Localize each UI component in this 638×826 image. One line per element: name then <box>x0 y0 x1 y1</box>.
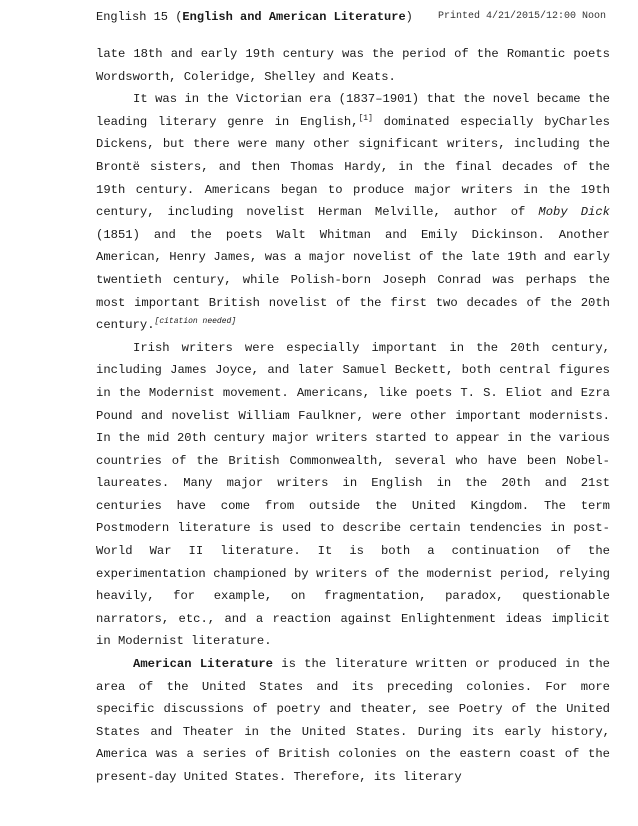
course-title-prefix: English 15 ( <box>96 10 183 24</box>
paragraph-20th-century <box>96 337 610 653</box>
paragraph-text: dominated especially byCharles Dickens, but there were many other significant writers, including the Brontë sisters, and then Thomas Hardy, in the final decades of the 19th century. Americans began to produce major writers in the 19th century, including novelist Herman Melville, author of <box>96 114 610 220</box>
paragraph-text: (1851) and the poets Walt Whitman and Emily Dickinson. Another American, Henry James, was a major novelist of the late 19th and early twentieth century, while Polish-born Joseph Conrad was perhaps the most important British novelist of the first two decades of the 20th century. <box>96 227 610 333</box>
term-american-literature: American Literature <box>133 657 273 672</box>
course-title <box>96 6 413 28</box>
book-title-moby-dick: Moby Dick <box>538 205 610 220</box>
course-title-bold: English and American Literature <box>182 10 406 24</box>
paragraph-text: It was in the Victorian era (1837–1901) that the novel became the leading literary genre in English, <box>96 92 610 129</box>
reference-1[interactable]: [1] <box>358 113 373 123</box>
page-header <box>96 6 616 28</box>
paragraph-text: Irish writers were especially important in the 20th century, including James Joyce, and later Samuel Beckett, both central figures in the Modernist movement. Americans, like poets T. S. Eliot and Ezra Pound and novelist William Faulkner, were other important modernists. In the mid 20th century major writers started to appear in the various countries of the British Commonwealth, several who have been Nobel-laureates. Many major writers in English in the 20th and 21st centuries have come from outside the United Kingdom. The term Postmodern literature is used to describe certain tendencies in post-World War II literature. It is both a continuation of the experimentation championed by writers of the modernist period, relying heavily, for example, on fragmentation, paradox, questionable narrators, etc., and a reaction against Enlightenment ideas implicit in Modernist literature. <box>96 340 610 649</box>
document-body <box>96 43 610 789</box>
paragraph-text: late 18th and early 19th century was the period of the Romantic poets Wordsworth, Coleridge, Shelley and Keats. <box>96 47 610 84</box>
citation-needed[interactable]: [citation needed] <box>154 317 237 327</box>
paragraph-victorian-era <box>96 88 610 337</box>
paragraph-american-literature <box>96 653 610 789</box>
paragraph-text: is the literature written or produced in the area of the United States and its preceding colonies. For more specific discussions of poetry and theater, see Poetry of the United States and Theater in the United States. During its early history, America was a series of British colonies on the eastern coast of the present-day United States. Therefore, its literary <box>96 657 610 784</box>
course-title-suffix: ) <box>405 10 413 24</box>
printed-timestamp: Printed 4/21/2015/12:00 Noon <box>437 11 606 22</box>
paragraph-romantic-poets <box>96 43 610 88</box>
